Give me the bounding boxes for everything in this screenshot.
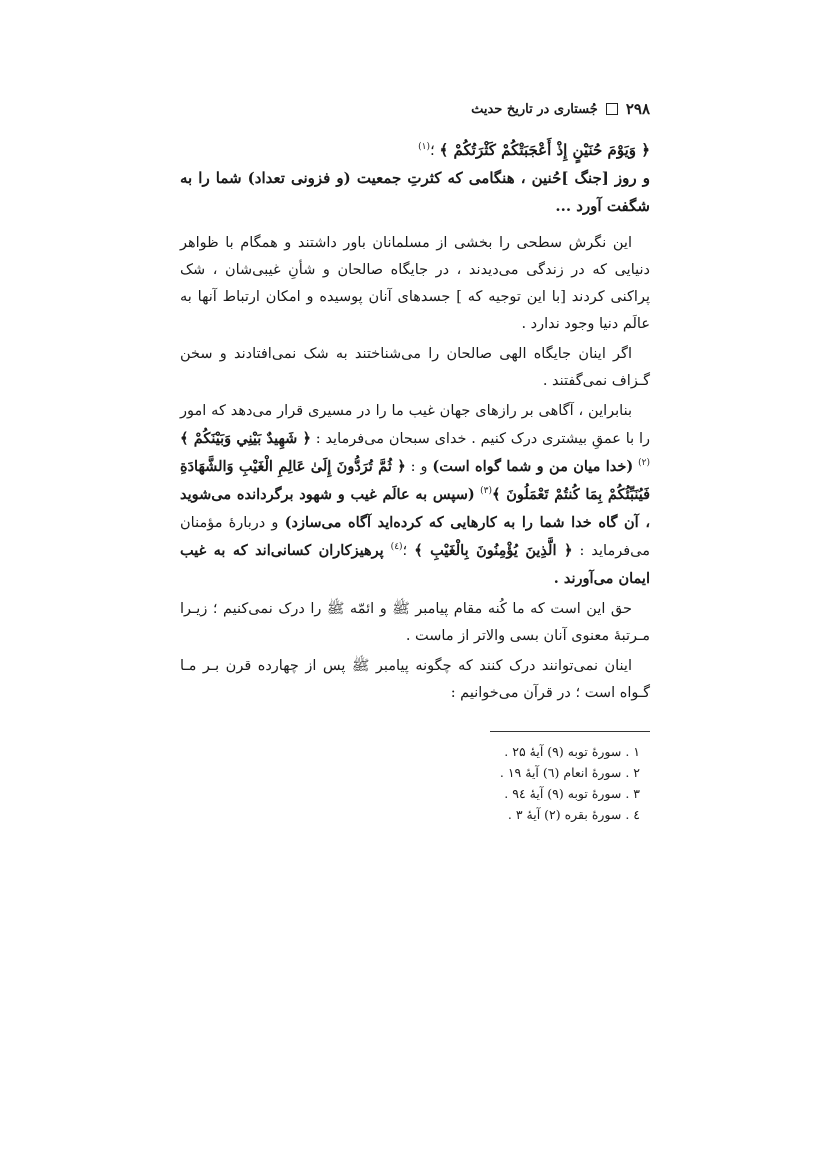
- footnotes: [180, 742, 650, 825]
- page-number: ۲۹۸: [625, 100, 650, 118]
- footnote-1: ۱ . سورهٔ توبه (۹) آیهٔ ۲۵ .: [504, 744, 640, 759]
- p3-text-a: بنابراین ، آگاهی بر رازهای جهان غیب ما را در مسیری قرار می‌دهد که امور را با عمقِ بیشتری درک کنیم . خدای سبحان می‌فرماید :: [180, 403, 650, 447]
- verse-4-translation: پرهیزکاران کسانی‌اند که به غیب ایمان می‌آورند .: [180, 542, 650, 587]
- quran-verse-1: ﴿ وَيَوْمَ حُنَيْنٍ إِذْ أَعْجَبَتْكُمْ كَثْرَتُكُمْ ﴾ ؛$^{(۱)}$: [418, 141, 650, 159]
- footnote-2: ۲ . سورهٔ انعام (٦) آیهٔ ۱۹ .: [499, 765, 640, 780]
- verse-4: ﴿ الَّذِينَ يُؤْمِنُونَ بِالْغَيْبِ ﴾: [414, 542, 573, 559]
- verse-3: ﴿ ثُمَّ تُرَدُّونَ إِلَىٰ عَالِمِ الْغَيْبِ وَالشَّهَادَةِ فَيُنَبِّئُكُمْ بِمَا كُنتُمْ تَعْمَلُونَ ﴾: [180, 458, 651, 503]
- verse-translation-1: و روز [جنگ ]حُنین ، هنگامی که کثرتِ جمعیت (و فزونی تعداد) شما را به شگفت آورد ...: [180, 169, 650, 215]
- running-title: جُستاری در تاریخ حدیث: [471, 101, 598, 117]
- verse-3-translation: (سپس به عالَم غیب و شهود برگردانده می‌شوید ، آن گاه خدا شما را به کارهایی که کرده‌اید آگاه می‌سازد): [180, 486, 651, 531]
- paragraph-3: بنابراین ، آگاهی بر رازهای جهان غیب ما را در مسیری قرار می‌دهد که امور را با عمقِ بیشتری درک کنیم . خدای سبحان می‌فرماید : ﴿ شَهِيدٌ بَيْنِي وَبَيْنَكُمْ ﴾$^{(۲)}$ (خدا میان من و شما گواه است) و : ﴿ ثُمَّ تُرَدُّونَ إِلَىٰ عَالِمِ الْغَيْبِ وَالشَّهَادَةِ فَيُنَبِّئُكُمْ بِمَا كُنتُمْ تَعْمَلُونَ ﴾$^{(۳)}$ (سپس به عالَم غیب و شهود برگردانده می‌شوید ، آن گاه خدا شما را به کارهایی که کرده‌اید آگاه می‌سازد) و دربارهٔ مؤمنان می‌فرماید : ﴿ الَّذِينَ يُؤْمِنُونَ بِالْغَيْبِ ﴾ ؛$^{(٤)}$ پرهیزکاران کسانی‌اند که به غیب ایمان می‌آورند .: [180, 403, 651, 587]
- paragraph-2: اگر اینان جایگاه الهی صالحان را می‌شناختند به شک نمی‌افتادند و سخن گـزاف نمی‌گفتند .: [180, 346, 650, 389]
- footnote-ref-1: (۱): [418, 142, 430, 152]
- p3-text-c: و دربارهٔ مؤمنان می‌فرماید :: [180, 515, 651, 559]
- footnote-3: ۳ . سورهٔ توبه (۹) آیهٔ ۹٤ .: [504, 786, 640, 801]
- footnote-ref-4: (٤): [390, 542, 403, 553]
- footnote-4: ٤ . سورهٔ بقره (۲) آیهٔ ۳ .: [507, 807, 640, 822]
- book-page: [180, 96, 650, 1096]
- paragraph-5: اینان نمی‌توانند درک کنند که چگونه پیامبر ﷺ پس از چهارده قرن بـر مـا گـواه است ؛ در قرآن می‌خوانیم :: [180, 658, 650, 701]
- footnote-divider: [490, 731, 650, 732]
- paragraph-1: این نگرش سطحی را بخشی از مسلمانان باور داشتند و همگام با ظواهر دنیایی که در زندگی می‌دیدند ، در جایگاه صالحان و شأنِ غیبی‌شان ، شک پراکنی کردند [با این توجیه که ] جسدهای آنان پوسیده و امکان ارتباط آنها به عالَم دنیا وجود ندارد .: [180, 235, 650, 332]
- page-header: [180, 96, 650, 122]
- p3-text-b: و :: [410, 459, 428, 475]
- paragraph-4: حق این است که ما کُنه مقام پیامبر ﷺ و ائمّه ﷺ را درک نمی‌کنیم ؛ زیـرا مـرتبهٔ معنوی آنان بسی والاتر از ماست .: [180, 601, 650, 644]
- verse-2: ﴿ شَهِيدٌ بَيْنِي وَبَيْنَكُمْ ﴾: [180, 430, 311, 447]
- verse-text: ﴿ وَيَوْمَ حُنَيْنٍ إِذْ أَعْجَبَتْكُمْ كَثْرَتُكُمْ ﴾: [439, 141, 650, 159]
- square-bullet-icon: [606, 103, 618, 115]
- footnote-ref-2: (۲): [638, 458, 651, 469]
- verse-2-translation: (خدا میان من و شما گواه است): [432, 458, 634, 475]
- footnote-ref-3: (۳): [480, 486, 492, 497]
